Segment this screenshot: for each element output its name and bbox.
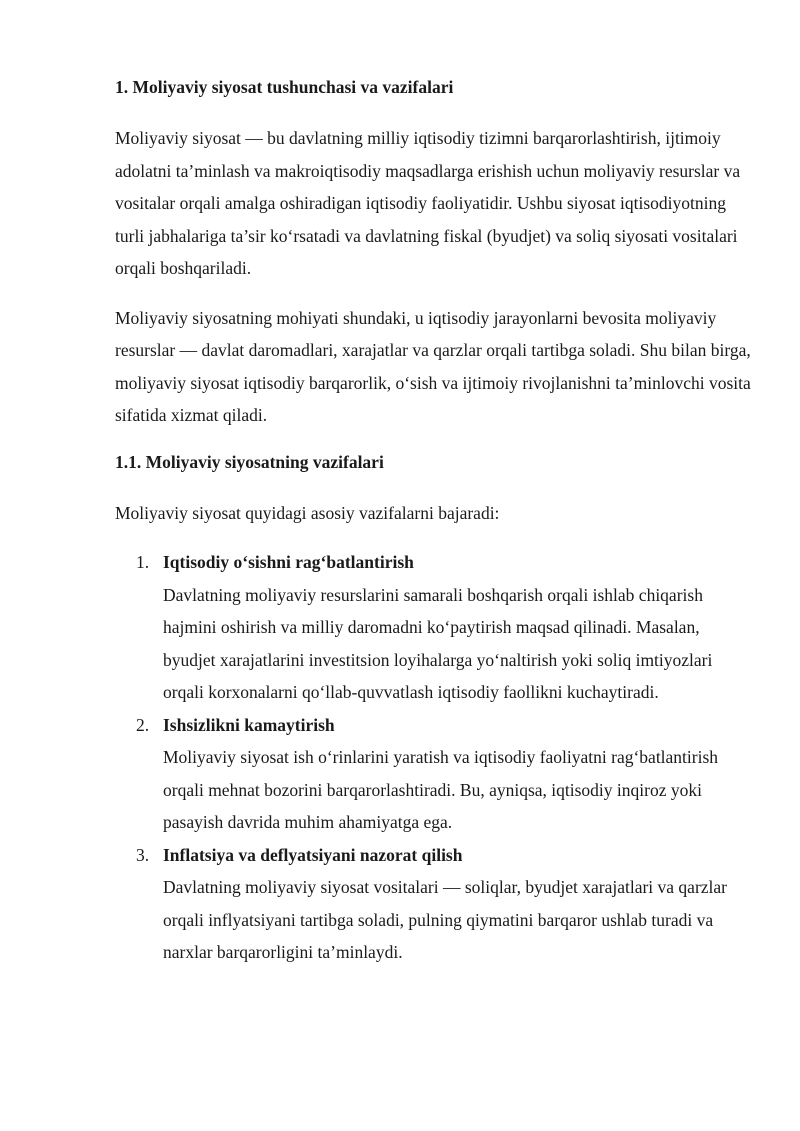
paragraph-essence: Moliyaviy siyosatning mohiyati shundaki, u iqtisodiy jarayonlarni bevosita moliyaviy resurslar — davlat daromadlari, xarajatlar va qarzlar orqali tartibga soladi. Shu bilan birga, moliyaviy siyosat iqtisodiy barqarorlik, o‘sish va ijtimoiy rivojlanishni ta’minlovchi vosita sifatida xizmat qiladi. [115, 307, 751, 425]
list-item-body: Davlatning moliyaviy siyosat vositalari — soliqlar, byudjet xarajatlari va qarzlar orqali inflyatsiyani tartibga soladi, pulning qiymatini barqaror ushlab turadi va narxlar barqarorligini ta’minlaydi. [163, 877, 727, 962]
list-item-body: Davlatning moliyaviy resurslarini samarali boshqarish orqali ishlab chiqarish hajmini oshirish va milliy daromadni ko‘paytirish maqsad qilinadi. Masalan, byudjet xarajatlarini investitsion loyihalarga yo‘naltirish yoki soliq imtiyozlari orqali korxonalarni qo‘llab-quvvatlash iqtisodiy faollikni kuchaytiradi. [163, 584, 713, 702]
list-item-title: Inflatsiya va deflyatsiyani nazorat qilish [163, 844, 463, 865]
list-item-title: Iqtisodiy o‘sishni rag‘batlantirish [163, 552, 414, 572]
section-heading: 1. Moliyaviy siyosat tushunchasi va vazifalari [115, 77, 454, 97]
list-item [136, 546, 755, 709]
list-item-number: 1. [136, 552, 150, 572]
paragraph-intro: Moliyaviy siyosat quyidagi asosiy vazifalarni bajaradi: [115, 502, 500, 523]
list-item [136, 709, 755, 839]
list-item-body: Moliyaviy siyosat ish o‘rinlarini yaratish va iqtisodiy faoliyatni rag‘batlantirish orqali mehnat bozorini barqarorlashtiradi. Bu, ayniqsa, iqtisodiy inqiroz yoki pasayish davrida muhim ahamiyatga ega. [163, 747, 719, 832]
paragraph-definition: Moliyaviy siyosat — bu davlatning milliy iqtisodiy tizimni barqarorlashtirish, ijtimoiy adolatni ta’minlash va makroiqtisodiy maqsadlarga erishish uchun moliyaviy resurslar va vositalar orqali amalga oshiradigan iqtisodiy faoliyatidir. Ushbu siyosat iqtisodiyotning turli jabhalariga ta’sir ko‘rsatadi va davlatning fiskal (byudjet) va soliq siyosati vositalari orqali boshqariladi. [115, 128, 741, 278]
tasks-list [115, 546, 755, 969]
list-item-number: 3. [136, 844, 150, 865]
list-item-number: 2. [136, 714, 150, 735]
list-item-title: Ishsizlikni kamaytirish [163, 714, 335, 735]
subsection-heading: 1.1. Moliyaviy siyosatning vazifalari [115, 451, 384, 472]
list-item [136, 839, 755, 969]
document-body [115, 74, 755, 969]
